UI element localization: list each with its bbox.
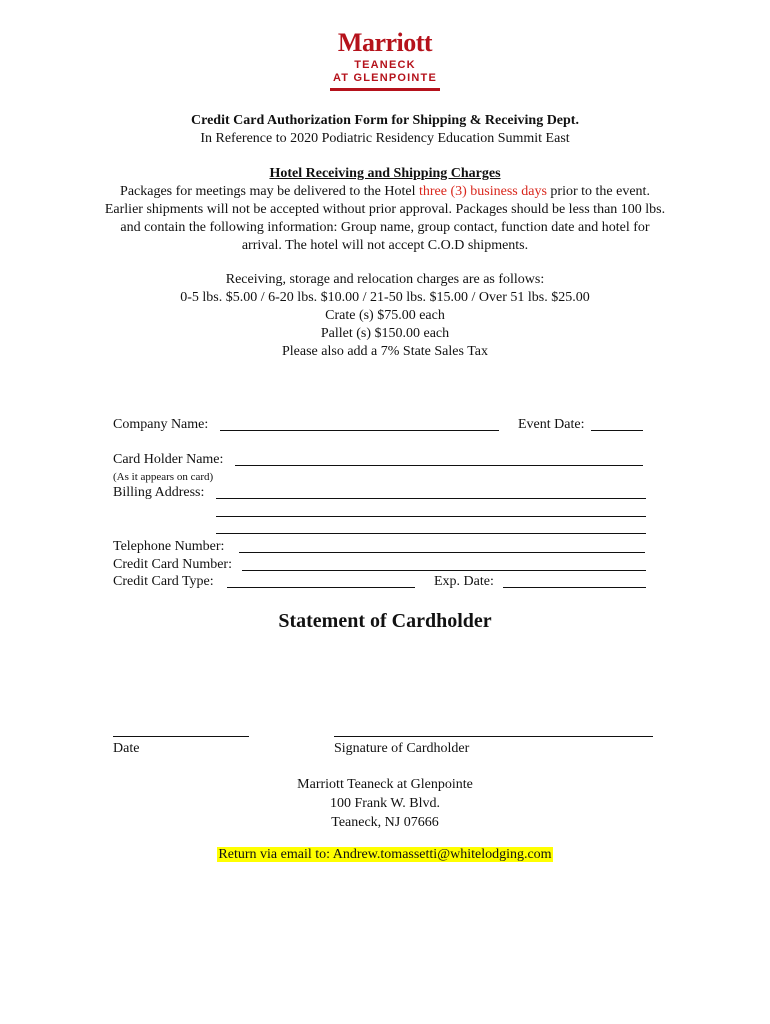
address-street: 100 Frank W. Blvd.	[329, 796, 441, 811]
marriott-logo	[0, 30, 770, 91]
charges-list	[0, 271, 770, 361]
exp-date-label: Exp. Date:	[434, 574, 494, 589]
billing-address-label: Billing Address:	[113, 485, 205, 500]
business-days-highlight: three (3) business days	[419, 184, 547, 199]
address-hotel-name: Marriott Teaneck at Glenpointe	[297, 777, 473, 792]
hotel-address	[0, 775, 770, 832]
company-name-field[interactable]	[220, 430, 499, 431]
event-date-label: Event Date:	[518, 417, 585, 432]
return-email-instruction	[0, 846, 770, 864]
billing-address-field-3[interactable]	[216, 533, 646, 534]
signature-label: Signature of Cardholder	[334, 741, 470, 756]
event-date-field[interactable]	[591, 430, 643, 431]
address-city: Teaneck, NJ 07666	[331, 815, 439, 830]
logo-underline	[330, 88, 440, 91]
logo-location-line1: TEANECK	[354, 59, 416, 71]
paragraph-text-end: prior to the event. Earlier shipments will not be accepted without prior approval. Packages should be less than 100 lbs. and contain the following information: Group name, group contact, function date and hotel for arrival. The hotel will not accept C.O.D shipments.	[104, 184, 666, 253]
statement-title: Statement of Cardholder	[278, 610, 492, 632]
telephone-field[interactable]	[239, 552, 645, 553]
charges-line: 0-5 lbs. $5.00 / 6-20 lbs. $10.00 / 21-50 lbs. $15.00 / Over 51 lbs. $25.00	[180, 290, 590, 305]
charges-line: Please also add a 7% State Sales Tax	[282, 344, 488, 359]
paragraph-text-start: Packages for meetings may be delivered to the Hotel	[120, 184, 419, 199]
as-appears-note: (As it appears on card)	[113, 471, 214, 483]
cardholder-signature-line[interactable]	[334, 736, 653, 737]
date-label: Date	[113, 741, 140, 756]
date-signature-line[interactable]	[113, 736, 249, 737]
credit-card-number-field[interactable]	[242, 570, 646, 571]
logo-brand: Marriott	[337, 28, 433, 57]
card-holder-name-label: Card Holder Name:	[113, 452, 224, 467]
charges-heading: Hotel Receiving and Shipping Charges	[269, 166, 501, 181]
charges-paragraph	[100, 183, 670, 255]
credit-card-type-field[interactable]	[227, 587, 415, 588]
charges-line: Pallet (s) $150.00 each	[320, 326, 450, 341]
reference-line: In Reference to 2020 Podiatric Residency Education Summit East	[200, 131, 570, 146]
card-holder-name-field[interactable]	[235, 465, 643, 466]
form-title: Credit Card Authorization Form for Shipping & Receiving Dept.	[191, 113, 579, 128]
charges-line: Crate (s) $75.00 each	[325, 308, 445, 323]
charges-line: Receiving, storage and relocation charges are as follows:	[225, 272, 545, 287]
billing-address-field-1[interactable]	[216, 498, 646, 499]
billing-address-field-2[interactable]	[216, 516, 646, 517]
return-email-text: Return via email to: Andrew.tomassetti@whitelodging.com	[218, 847, 552, 862]
company-name-label: Company Name:	[113, 417, 209, 432]
credit-card-number-label: Credit Card Number:	[113, 557, 232, 572]
logo-location-line2: AT GLENPOINTE	[332, 72, 437, 84]
exp-date-field[interactable]	[503, 587, 646, 588]
credit-card-type-label: Credit Card Type:	[113, 574, 214, 589]
telephone-label: Telephone Number:	[113, 539, 225, 554]
